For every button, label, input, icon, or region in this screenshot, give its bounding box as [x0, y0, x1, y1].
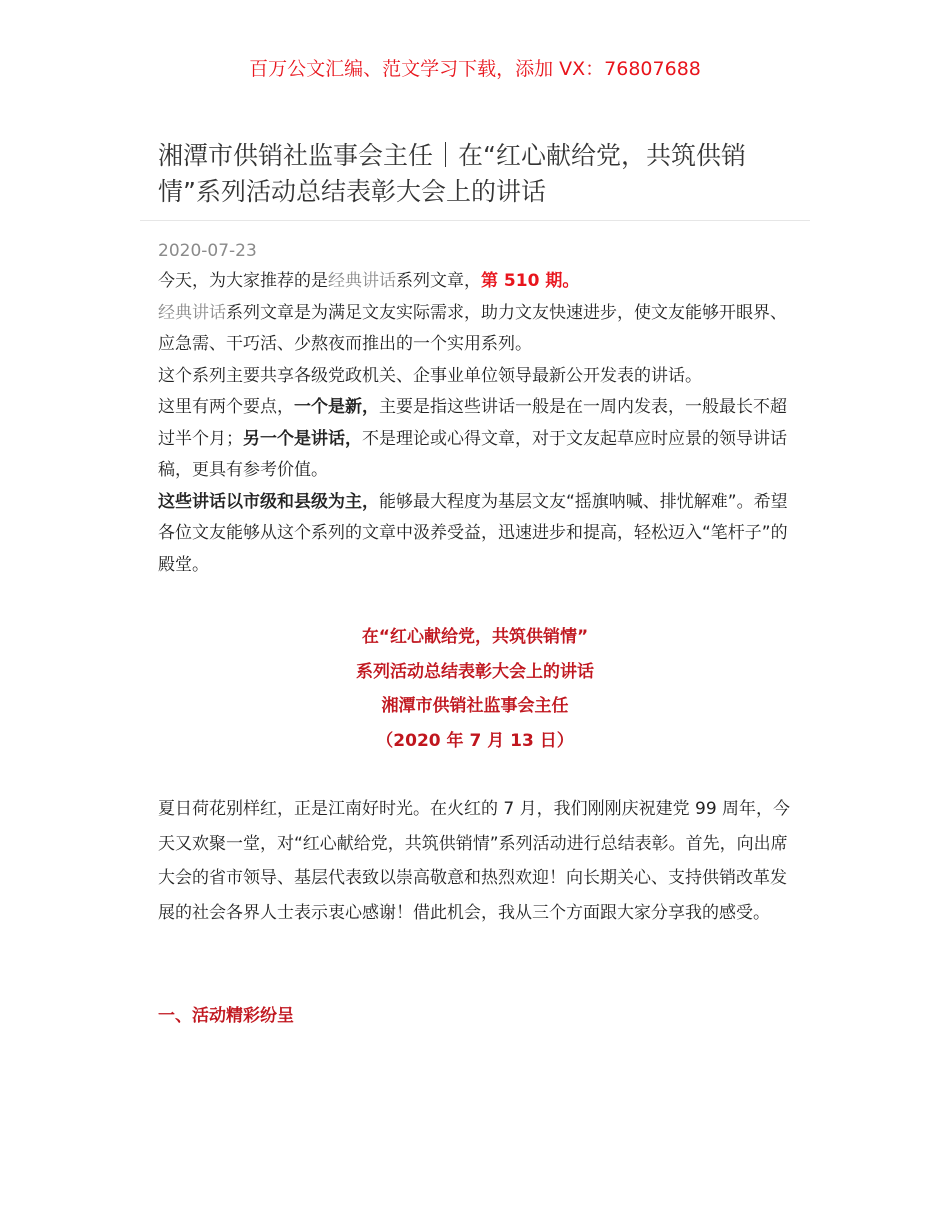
intro-text: 主要是指这些讲话一般是在一周内发表，一般最长不超过半个月；	[158, 397, 787, 449]
issue-number: 第 510 期。	[481, 271, 580, 291]
intro-paragraph-3: 这个系列主要共享各级党政机关、企事业单位领导最新公开发表的讲话。	[158, 365, 702, 386]
series-name: 经典讲话	[158, 302, 226, 323]
speech-title-line-1: 在“红心献给党，共筑供销情”	[361, 627, 589, 647]
intro-text: 今天，为大家推荐的是	[158, 271, 328, 291]
intro-text: 系列文章是为满足文友实际需求，助力文友快速进步，使文友能够开眼界、应急需、干巧活、少熬夜而推出的一个实用系列。	[158, 302, 787, 354]
speech-speaker: 湘潭市供销社监事会主任	[381, 696, 569, 716]
section-heading-1: 一、活动精彩纷呈	[158, 1006, 294, 1026]
intro-paragraph-4	[158, 392, 798, 487]
key-point-1: 一个是新，	[294, 397, 379, 417]
intro-paragraph-5	[158, 487, 798, 582]
intro-text: 系列文章，	[396, 271, 481, 291]
speech-title-line-2: 系列活动总结表彰大会上的讲话	[356, 661, 594, 682]
intro-text: 不是理论或心得文章，对于文友起草应时应景的领导讲话稿，更具有参考价值。	[158, 428, 787, 480]
promo-banner: 百万公文汇编、范文学习下载，添加 VX：76807688	[249, 58, 701, 80]
intro-text: 能够最大程度为基层文友“摇旗呐喊、排忧解难”。希望各位文友能够从这个系列的文章中汲养受益，迅速进步和提高，轻松迈入“笔杆子”的殿堂。	[158, 491, 788, 575]
intro-paragraph-2	[158, 298, 798, 361]
series-name: 经典讲话	[328, 271, 396, 291]
intro-paragraph-1	[158, 266, 798, 298]
title-divider	[140, 220, 810, 221]
intro-text: 这里有两个要点，	[158, 397, 294, 417]
speech-opening-paragraph: 夏日荷花别样红，正是江南好时光。在火红的 7 月，我们刚刚庆祝建党 99 周年，今天又欢聚一堂，对“红心献给党，共筑供销情”系列活动进行总结表彰。首先，向出席大会的省市领导、基层代表致以崇高敬意和热烈欢迎！向长期关心、支持供销改革发展的社会各界人士表示衷心感谢！借此机会，我从三个方面跟大家分享我的感受。	[158, 799, 791, 923]
speech-heading	[0, 620, 950, 758]
article-title: 湘潭市供销社监事会主任｜在“红心献给党，共筑供销情”系列活动总结表彰大会上的讲话	[158, 141, 746, 206]
key-point-2: 另一个是讲话，	[243, 428, 362, 449]
publish-date: 2020-07-23	[158, 241, 257, 261]
key-point-3: 这些讲话以市级和县级为主，	[158, 491, 379, 512]
intro-section	[158, 266, 798, 581]
speech-date: （2020 年 7 月 13 日）	[376, 730, 574, 751]
